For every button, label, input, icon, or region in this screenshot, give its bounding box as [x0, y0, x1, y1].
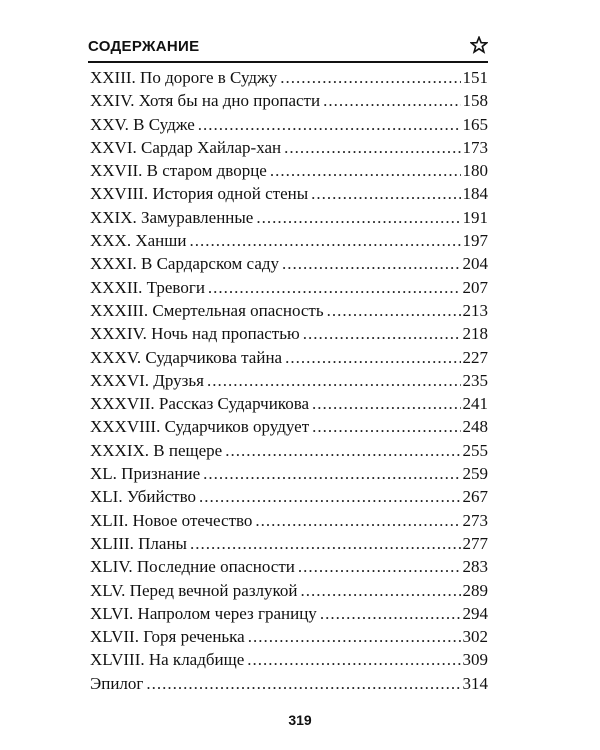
toc-dot-leader [225, 439, 460, 462]
toc-entry-title: XLVII. Горя реченька [90, 627, 245, 647]
toc-dot-leader [146, 672, 460, 695]
toc-entry [90, 159, 488, 182]
toc-entry-page: 207 [462, 277, 488, 297]
toc-entry [90, 299, 488, 322]
toc-entry-page: 294 [462, 603, 488, 623]
toc-entry-page: 302 [462, 627, 488, 647]
toc-entry-page: 151 [462, 68, 488, 87]
toc-dot-leader [247, 648, 460, 671]
toc-entry [90, 229, 488, 252]
toc-entry-page: 277 [462, 533, 488, 553]
toc-entry-title: XLIII. Планы [90, 533, 187, 553]
toc-entry-page: 255 [462, 440, 488, 460]
toc-entry-title: XL. Признание [90, 464, 201, 484]
toc-entry-title: XXXI. В Сардарском саду [90, 254, 280, 274]
toc-entry [90, 532, 488, 555]
toc-dot-leader [327, 299, 461, 322]
toc-entry [90, 672, 488, 695]
toc-dot-leader [198, 113, 461, 136]
toc-dot-leader [199, 485, 460, 508]
toc-entry-page: 248 [462, 417, 488, 437]
toc-dot-leader [280, 66, 460, 89]
toc-entry-title: XLIV. Последние опасности [90, 557, 295, 577]
toc-entry-page: 314 [462, 673, 488, 693]
toc-entry [90, 346, 488, 369]
toc-dot-leader [256, 206, 460, 229]
toc-entry [90, 602, 488, 625]
toc-entry [90, 462, 488, 485]
toc-entry-page: 289 [462, 580, 488, 600]
toc-entry-title: XXXIII. Смертельная опасность [90, 300, 324, 320]
toc-entry-page: 267 [462, 487, 488, 507]
toc-entry-title: Эпилог [90, 673, 144, 693]
toc-dot-leader [301, 579, 461, 602]
toc-entry-page: 184 [462, 184, 488, 204]
table-of-contents [90, 66, 488, 695]
toc-dot-leader [255, 509, 460, 532]
toc-entry-title: XXVI. Сардар Хайлар-хан [90, 137, 282, 157]
toc-entry-title: XXIV. Хотя бы на дно пропасти [90, 91, 321, 111]
toc-entry [90, 625, 488, 648]
toc-entry-page: 218 [462, 324, 488, 344]
toc-entry [90, 89, 488, 112]
toc-entry-title: XXXV. Сударчикова тайна [90, 347, 283, 367]
toc-entry-title: XLI. Убийство [90, 487, 197, 507]
toc-dot-leader [320, 602, 461, 625]
toc-entry-page: 204 [462, 254, 488, 274]
toc-entry-page: 191 [462, 207, 488, 227]
toc-dot-leader [312, 392, 460, 415]
toc-entry-title: XXIII. По дороге в Суджу [90, 68, 278, 87]
toc-entry [90, 369, 488, 392]
toc-dot-leader [190, 532, 461, 555]
toc-entry-page: 158 [462, 91, 488, 111]
toc-entry-title: XXXVI. Друзья [90, 370, 204, 390]
toc-entry [90, 136, 488, 159]
toc-entry [90, 439, 488, 462]
toc-entry-page: 241 [462, 394, 488, 414]
toc-dot-leader [323, 89, 460, 112]
toc-entry-title: XXIX. Замуравленные [90, 207, 254, 227]
toc-entry [90, 392, 488, 415]
toc-entry-page: 309 [462, 650, 488, 670]
toc-dot-leader [311, 182, 460, 205]
toc-entry-page: 283 [462, 557, 488, 577]
toc-dot-leader [282, 252, 460, 275]
toc-dot-leader [207, 369, 461, 392]
toc-dot-leader [303, 322, 461, 345]
toc-entry [90, 252, 488, 275]
toc-entry-title: XXVIII. История одной стены [90, 184, 309, 204]
toc-entry-page: 227 [462, 347, 488, 367]
toc-entry-page: 197 [462, 231, 488, 251]
toc-entry-page: 165 [462, 114, 488, 134]
toc-entry-page: 173 [462, 137, 488, 157]
toc-entry [90, 182, 488, 205]
toc-dot-leader [298, 555, 461, 578]
toc-dot-leader [270, 159, 461, 182]
toc-entry [90, 509, 488, 532]
toc-entry [90, 579, 488, 602]
toc-entry-title: XLVI. Напролом через границу [90, 603, 317, 623]
star-outline-icon [470, 36, 488, 54]
toc-entry [90, 113, 488, 136]
header-divider [88, 61, 488, 63]
toc-entry-page: 235 [462, 370, 488, 390]
toc-entry [90, 415, 488, 438]
toc-entry [90, 648, 488, 671]
toc-entry-page: 259 [462, 464, 488, 484]
toc-entry-title: XXXIX. В пещере [90, 440, 223, 460]
toc-entry-title: XXX. Ханши [90, 231, 187, 251]
toc-dot-leader [189, 229, 460, 252]
toc-dot-leader [208, 276, 461, 299]
header-title: СОДЕРЖАНИЕ [88, 38, 200, 55]
toc-entry-title: XXVII. В старом дворце [90, 161, 267, 181]
toc-entry [90, 66, 488, 89]
toc-entry [90, 276, 488, 299]
toc-entry-title: XXXII. Тревоги [90, 277, 205, 297]
toc-entry-title: XXXVII. Рассказ Сударчикова [90, 394, 310, 414]
toc-dot-leader [312, 415, 460, 438]
toc-entry-page: 213 [462, 300, 488, 320]
toc-entry [90, 485, 488, 508]
toc-entry-title: XXXIV. Ночь над пропастью [90, 324, 300, 344]
toc-entry-title: XLII. Новое отечество [90, 510, 253, 530]
toc-entry-title: XLV. Перед вечной разлукой [90, 580, 298, 600]
toc-entry-title: XLVIII. На кладбище [90, 650, 245, 670]
toc-dot-leader [248, 625, 461, 648]
toc-dot-leader [285, 346, 460, 369]
toc-entry-page: 273 [462, 510, 488, 530]
toc-entry [90, 322, 488, 345]
toc-entry-page: 180 [462, 161, 488, 181]
running-header [88, 36, 488, 58]
toc-entry-title: XXV. В Судже [90, 114, 195, 134]
page-number: 319 [288, 712, 312, 728]
toc-entry [90, 555, 488, 578]
toc-dot-leader [203, 462, 460, 485]
toc-dot-leader [284, 136, 460, 159]
toc-entry-title: XXXVIII. Сударчиков орудует [90, 417, 310, 437]
toc-entry [90, 206, 488, 229]
